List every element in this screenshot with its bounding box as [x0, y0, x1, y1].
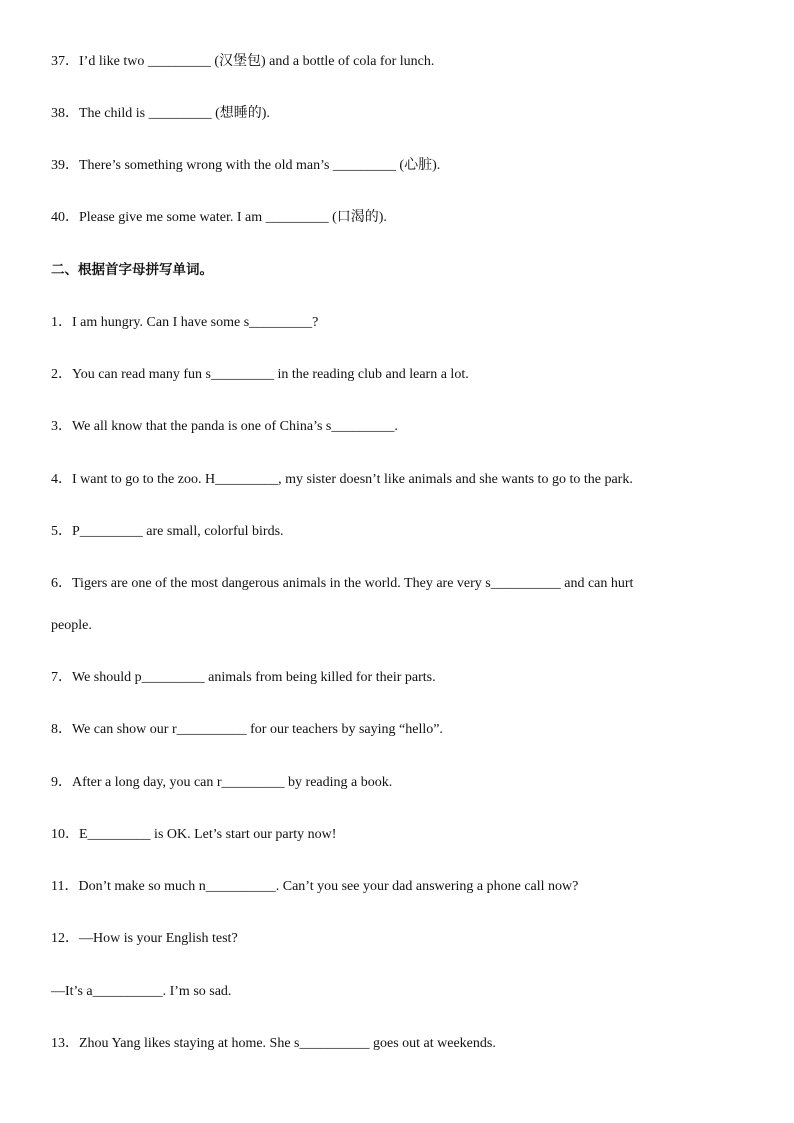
question-3: 3．We all know that the panda is one of China’s s_________.: [51, 419, 398, 434]
question-2: 2．You can read many fun s_________ in the reading club and learn a lot.: [51, 367, 469, 382]
question-12-answer: —It’s a__________. I’m so sad.: [51, 984, 232, 999]
question-8: 8．We can show our r__________ for our teachers by saying “hello”.: [51, 722, 443, 737]
question-13: 13．Zhou Yang likes staying at home. She s__________ goes out at weekends.: [51, 1036, 496, 1051]
question-6-continuation: people.: [51, 618, 92, 633]
question-40: 40．Please give me some water. I am _________ (口渴的).: [51, 210, 387, 225]
question-6: 6．Tigers are one of the most dangerous animals in the world. They are very s__________ and can hurt: [51, 576, 634, 591]
question-37: 37．I’d like two _________ (汉堡包) and a bottle of cola for lunch.: [51, 54, 435, 69]
question-38: 38．The child is _________ (想睡的).: [51, 106, 270, 121]
question-9: 9．After a long day, you can r_________ by reading a book.: [51, 775, 393, 790]
question-1: 1．I am hungry. Can I have some s_________?: [51, 315, 319, 330]
question-39: 39．There’s something wrong with the old man’s _________ (心脏).: [51, 158, 441, 173]
question-10: 10．E_________ is OK. Let’s start our party now!: [51, 827, 337, 842]
section-heading: 二、根据首字母拼写单词。: [51, 262, 213, 278]
question-11: 11．Don’t make so much n__________. Can’t you see your dad answering a phone call now?: [51, 879, 579, 894]
question-12: 12．—How is your English test?: [51, 931, 238, 946]
question-7: 7．We should p_________ animals from being killed for their parts.: [51, 670, 436, 685]
question-4: 4．I want to go to the zoo. H_________, my sister doesn’t like animals and she wants to go to the park.: [51, 472, 633, 487]
question-5: 5．P_________ are small, colorful birds.: [51, 524, 284, 539]
